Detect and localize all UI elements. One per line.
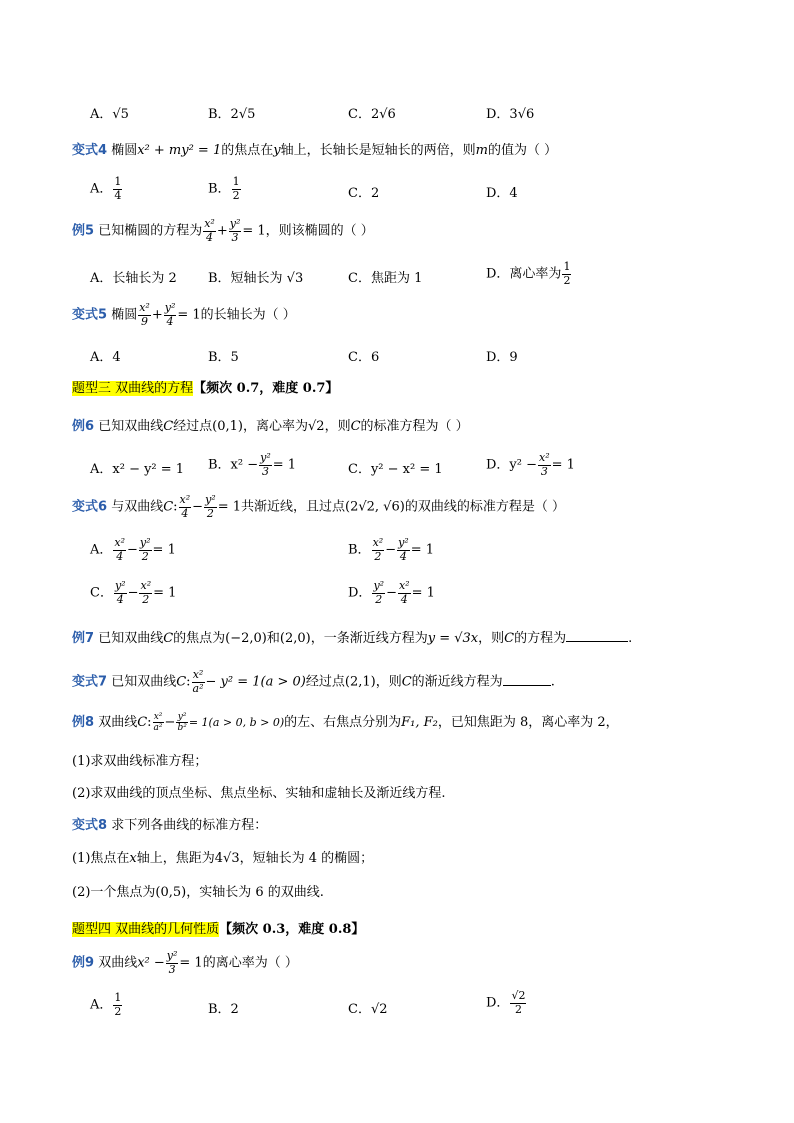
section-tag: 【频次 0.3，难度 0.8】 bbox=[219, 922, 365, 937]
question-label: 例9 bbox=[72, 955, 95, 971]
question-text: 轴上，长轴长是短轴长的两倍，则 bbox=[280, 143, 476, 158]
option-d: D． $\frac{\text{y²}}{2}$ − $\frac{\text{x²}}{4}$ = 1 bbox=[348, 579, 435, 606]
option-c: C．2√6 bbox=[348, 107, 396, 122]
option-d: D．9 bbox=[486, 350, 518, 365]
question-text: 椭圆 bbox=[111, 143, 138, 158]
option-b: B．短轴长为 √3 bbox=[208, 271, 304, 286]
variant-5-question: 变式5 椭圆 $\frac{\text{x²}}{9}$ + $\frac{\text{y²}}{4}$ = 1的长轴长为（ ） bbox=[72, 301, 296, 328]
option-b: B． $\frac{\text{x²}}{2}$ − $\frac{\text{y²}}{4}$ = 1 bbox=[348, 536, 435, 563]
option-c: C．√2 bbox=[348, 1002, 388, 1017]
answer-blank[interactable] bbox=[503, 685, 551, 686]
option-d: D．y² − $\frac{\text{x²}}{3}$ = 1 bbox=[486, 451, 575, 478]
variant-6-question: 变式6 与双曲线C: $\frac{\text{x²}}{4}$ − $\frac{\text{y²}}{2}$ = 1共渐近线，且过点(2√2, √6)的双曲线的标准方程是（ ） bbox=[72, 493, 565, 520]
example-8-question: 例8 双曲线C: $\frac{\text{x²}}{\text{a²}}$ − $\frac{\text{y²}}{\text{b²}}$ = 1(a > 0, b > 0)的左、右焦点分别为F₁, F₂，已知焦距为 8，离心率为 2， bbox=[72, 711, 619, 733]
example-5-question: 例5 已知椭圆的方程为 $\frac{\text{x²}}{4}$ + $\frac{\text{y²}}{3}$ = 1，则该椭圆的（ ） bbox=[72, 217, 374, 244]
option-d: D．3√6 bbox=[486, 107, 535, 122]
option-a: A． $\frac{\text{x²}}{4}$ − $\frac{\text{y²}}{2}$ = 1 bbox=[90, 536, 176, 563]
option-b: B． $\frac{1}{2}$ bbox=[208, 175, 240, 202]
question-label: 变式4 bbox=[72, 143, 108, 158]
example-8-part-1: (1)求双曲线标准方程； bbox=[72, 754, 208, 769]
example-7-question: 例7 已知双曲线C的焦点为(−2,0)和(2,0)，一条渐近线方程为y = √3x，则C的方程为 . bbox=[72, 631, 633, 646]
section-4-heading bbox=[72, 918, 364, 937]
example-6-question: 例6 已知双曲线C经过点(0,1)，离心率为√2，则C的标准方程为（ ） bbox=[72, 419, 469, 434]
question-label: 例5 bbox=[72, 223, 95, 239]
section-title: 题型四 双曲线的几何性质 bbox=[72, 922, 220, 937]
option-c: C．y² − x² = 1 bbox=[348, 462, 443, 477]
option-c: C．6 bbox=[348, 350, 380, 365]
option-a: A．√5 bbox=[90, 107, 129, 122]
equation: x² + my² = 1 bbox=[137, 143, 222, 158]
question-label: 例8 bbox=[72, 715, 95, 730]
question-label: 例7 bbox=[72, 631, 95, 646]
section-title: 题型三 双曲线的方程 bbox=[72, 381, 194, 396]
axis-variable: y bbox=[273, 143, 281, 158]
variable: m bbox=[475, 143, 488, 158]
variant-8-part-1: (1)焦点在x轴上，焦距为4√3，短轴长为 4 的椭圆； bbox=[72, 851, 374, 866]
option-c: C． $\frac{\text{y²}}{4}$ − $\frac{\text{x²}}{2}$ = 1 bbox=[90, 579, 177, 606]
variant-4-question bbox=[72, 139, 557, 158]
question-text: 的焦点在 bbox=[221, 143, 274, 158]
answer-blank[interactable] bbox=[566, 641, 628, 642]
question-text: 的值为（ ） bbox=[487, 143, 558, 158]
option-a: A． $\frac{1}{4}$ bbox=[90, 175, 122, 202]
option-a: A．x² − y² = 1 bbox=[90, 462, 185, 477]
option-a: A．长轴长为 2 bbox=[90, 271, 177, 286]
option-d: D．离心率为 $\frac{1}{2}$ bbox=[486, 260, 571, 287]
option-a: A．4 bbox=[90, 350, 121, 365]
option-b: B．x² − $\frac{\text{y²}}{3}$ = 1 bbox=[208, 451, 297, 478]
option-c: C．2 bbox=[348, 186, 380, 201]
example-9-question: 例9 双曲线x² − $\frac{\text{y²}}{3}$ = 1的离心率为（ ） bbox=[72, 949, 298, 976]
question-label: 例6 bbox=[72, 419, 95, 434]
variant-8-question: 变式8 求下列各曲线的标准方程： bbox=[72, 818, 268, 833]
option-d: D．4 bbox=[486, 186, 518, 201]
example-8-part-2: (2)求双曲线的顶点坐标、焦点坐标、实轴和虚轴长及渐近线方程. bbox=[72, 786, 446, 801]
option-b: B．2√5 bbox=[208, 107, 256, 122]
question-label: 变式8 bbox=[72, 818, 108, 833]
section-tag: 【频次 0.7，难度 0.7】 bbox=[193, 381, 339, 396]
section-3-heading bbox=[72, 377, 338, 396]
option-d: D． $\frac{√2}{2}$ bbox=[486, 989, 526, 1016]
option-b: B．5 bbox=[208, 350, 239, 365]
option-c: C．焦距为 1 bbox=[348, 271, 423, 286]
question-label: 变式6 bbox=[72, 499, 108, 515]
variant-7-question: 变式7 已知双曲线C: $\frac{\text{x²}}{\text{a²}}$ − y² = 1(a > 0)经过点(2,1)，则C的渐近线方程为 . bbox=[72, 668, 555, 695]
variant-8-part-2: (2)一个焦点为(0,5)，实轴长为 6 的双曲线. bbox=[72, 885, 324, 900]
option-b: B．2 bbox=[208, 1002, 239, 1017]
question-label: 变式5 bbox=[72, 307, 108, 323]
option-a: A． $\frac{1}{2}$ bbox=[90, 991, 122, 1018]
question-label: 变式7 bbox=[72, 674, 108, 690]
